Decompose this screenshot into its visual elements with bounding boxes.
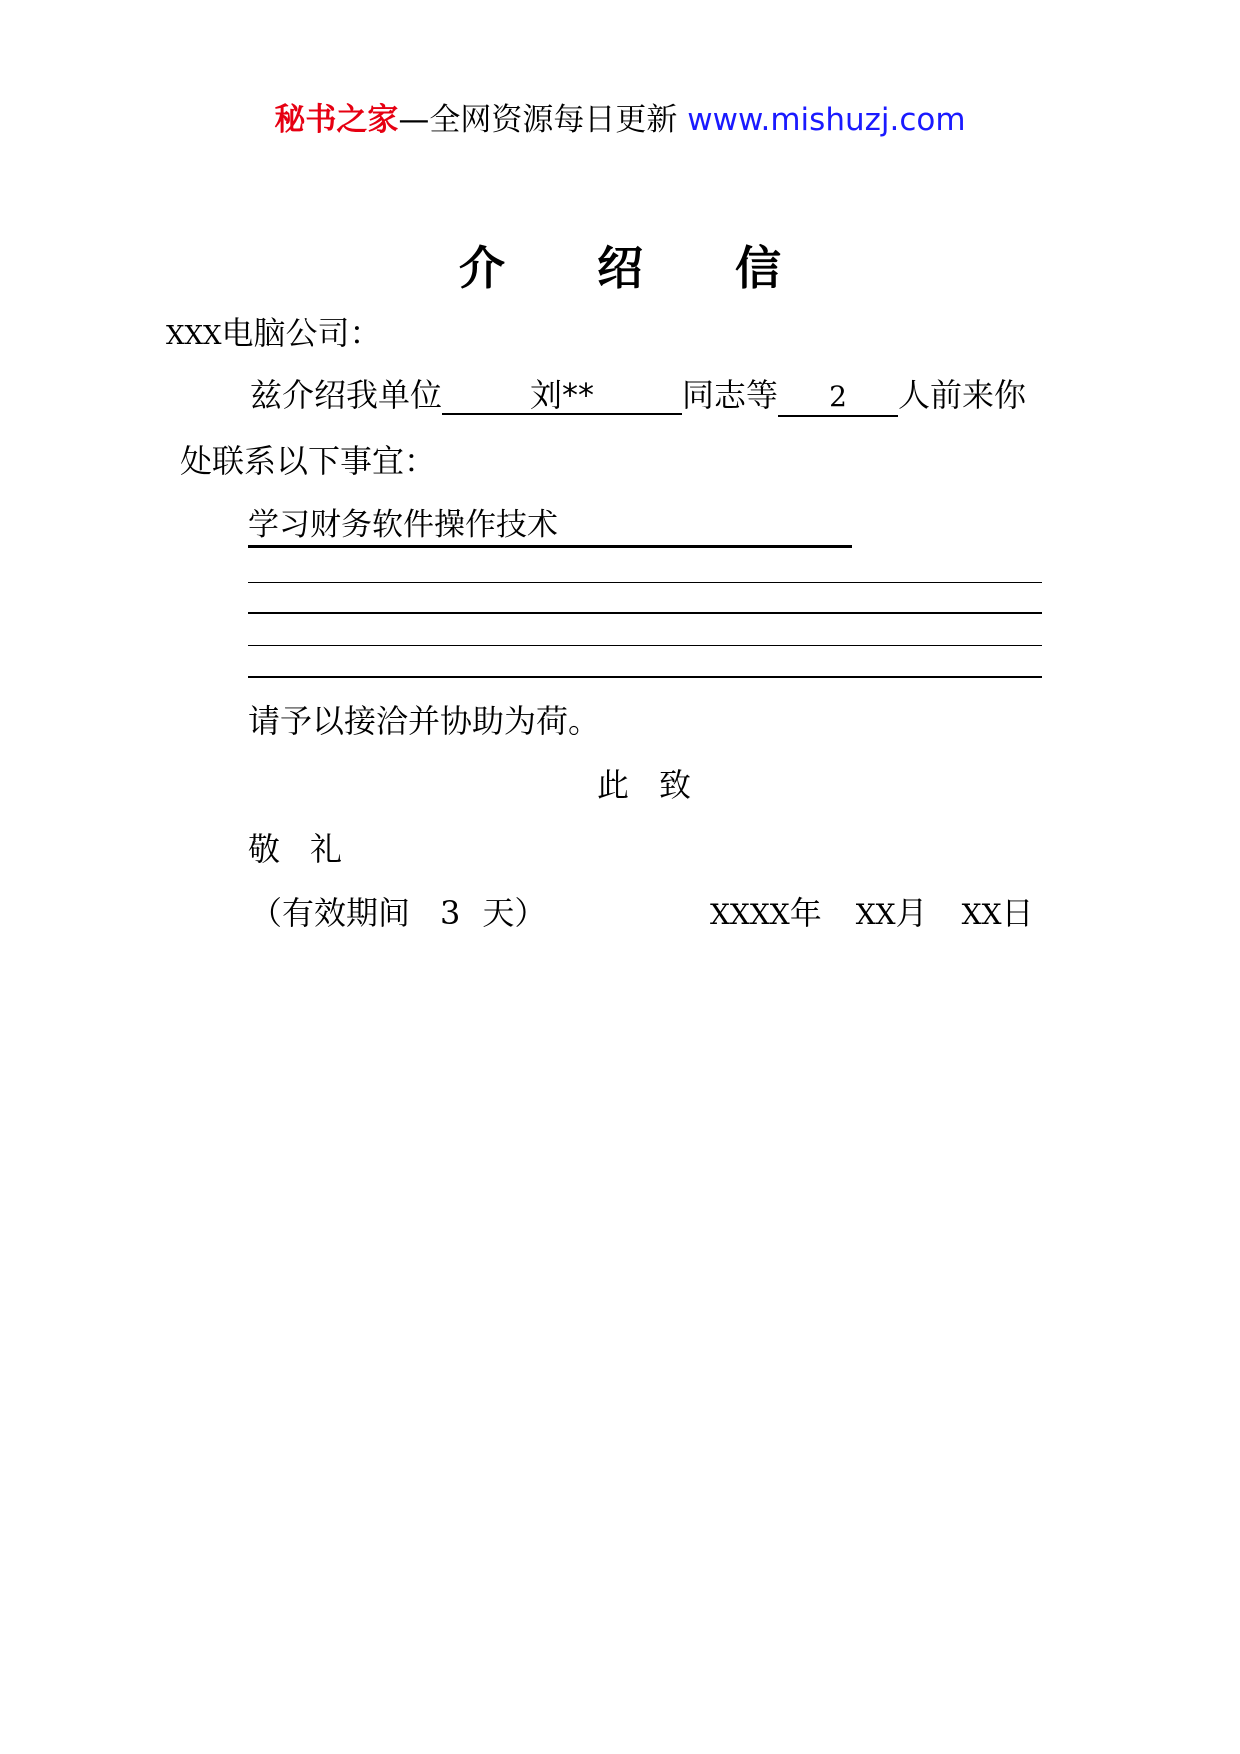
person-name-field: 刘** xyxy=(442,377,682,415)
date-year-code: XXXX xyxy=(710,898,790,931)
banner-slogan: —全网资源每日更新 xyxy=(398,102,678,138)
blank-line-3 xyxy=(248,645,1042,646)
page-title xyxy=(0,240,1240,296)
closing-1a: 此 xyxy=(597,766,630,804)
title-char-1: 介 xyxy=(459,241,505,295)
request-text: 请予以接洽并协助为荷。 xyxy=(248,702,601,740)
closing-2a: 敬 xyxy=(248,830,281,868)
date-month: 月 xyxy=(895,894,928,932)
validity-prefix: （有效期间 xyxy=(250,894,411,932)
intro-line-2: 处联系以下事宜： xyxy=(180,442,437,480)
validity-suffix: 天） xyxy=(482,894,547,932)
person-count-field: 2 xyxy=(778,379,898,417)
recipient-code: XXX xyxy=(166,321,222,351)
matter-field: 学习财务软件操作技术 xyxy=(248,505,852,548)
comrade-text: 同志等 xyxy=(682,376,779,414)
date-month-code: XX xyxy=(855,898,896,931)
intro-prefix: 兹介绍我单位 xyxy=(250,376,443,414)
site-banner xyxy=(0,100,1240,140)
letter-date xyxy=(710,892,1034,936)
blank-line-2 xyxy=(248,612,1042,614)
brand-name: 秘书之家 xyxy=(274,102,399,138)
closing-2b: 礼 xyxy=(310,830,343,868)
title-char-3: 信 xyxy=(735,241,781,295)
date-day-code: XX xyxy=(961,898,1002,931)
title-char-2: 绍 xyxy=(597,241,643,295)
date-year: 年 xyxy=(789,894,822,932)
count-suffix: 人前来你 xyxy=(898,376,1027,414)
recipient-line xyxy=(166,312,382,357)
validity-period xyxy=(250,892,546,934)
closing-line-1 xyxy=(597,764,691,806)
recipient-name: 电脑公司： xyxy=(221,314,382,352)
date-day: 日 xyxy=(1001,894,1034,932)
blank-line-4 xyxy=(248,676,1042,678)
closing-line-2 xyxy=(248,828,342,870)
site-url-link[interactable]: www.mishuzj.com xyxy=(687,102,966,138)
intro-line xyxy=(250,374,1026,417)
blank-line-1 xyxy=(248,582,1042,583)
validity-days: 3 xyxy=(440,894,461,932)
closing-1b: 致 xyxy=(659,766,692,804)
